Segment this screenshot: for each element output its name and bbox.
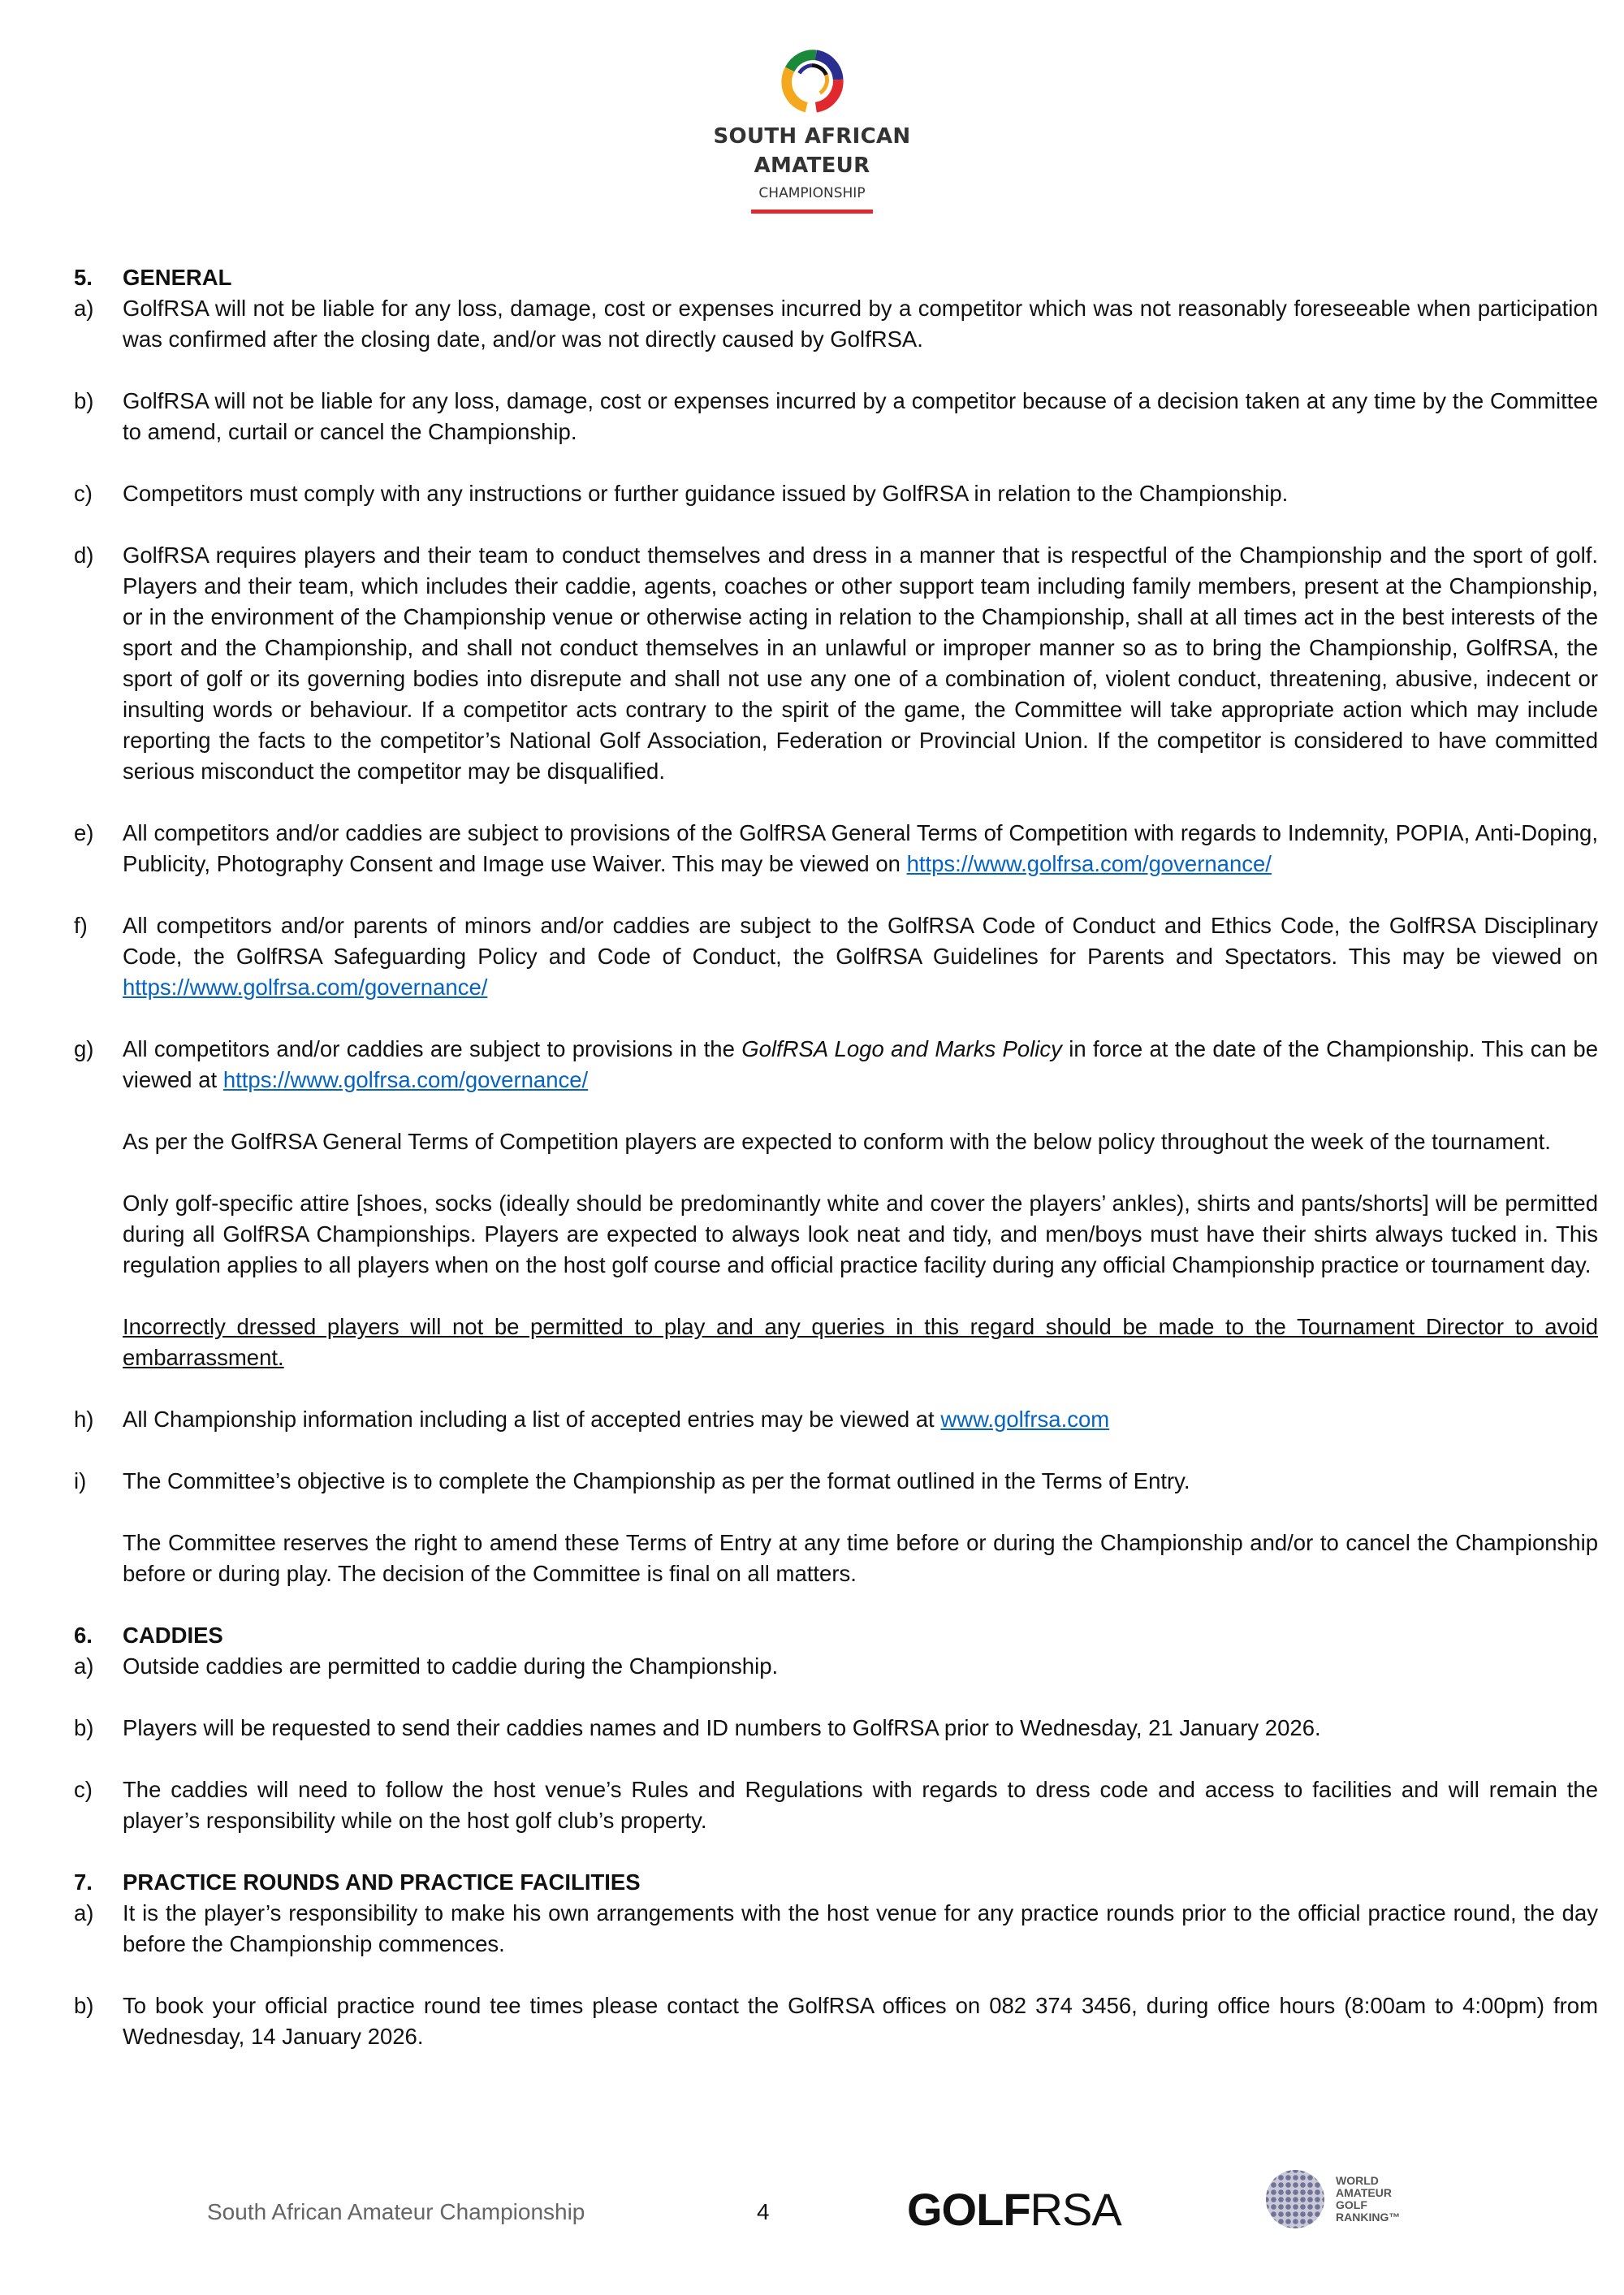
paragraph — [123, 1528, 1598, 1589]
paragraph — [123, 1898, 1598, 1960]
paragraph-text: The caddies will need to follow the host venue’s Rules and Regulations with regards to dress code and access to facilities and will remain the player’s responsibility while on the host golf club’s property. — [123, 1777, 1598, 1833]
item-body — [123, 386, 1598, 447]
list-item — [25, 1774, 1598, 1836]
section-heading — [74, 262, 1598, 293]
paragraph — [123, 386, 1598, 447]
item-label: e) — [74, 820, 94, 845]
golfrsa-logo — [907, 2183, 1121, 2236]
list-item — [25, 910, 1598, 1003]
wagr-logo — [1263, 2167, 1413, 2232]
paragraph-text: The Committee reserves the right to amend these Terms of Entry at any time before or during the Championship and/or to cancel the Championship before or during play. The decision of the Committee is final on all matters. — [123, 1530, 1598, 1586]
item-label: a) — [74, 296, 94, 321]
section-title: GENERAL — [123, 265, 232, 290]
item-label: b) — [74, 1715, 94, 1740]
golfrsa-logo-bold: GOLF — [907, 2184, 1030, 2235]
logo-title-line2: AMATEUR — [754, 153, 870, 178]
paragraph — [123, 1466, 1598, 1497]
paragraph — [123, 1651, 1598, 1682]
paragraph-text: in force at the date of the Championship. This can be viewed at — [123, 1036, 1599, 1092]
item-body — [123, 1898, 1598, 1960]
item-label: a) — [74, 1900, 94, 1925]
item-label: c) — [74, 481, 93, 506]
item-label: b) — [74, 388, 94, 413]
item-label: f) — [74, 913, 88, 938]
championship-ring-icon — [780, 49, 844, 114]
governance-link[interactable]: https://www.golfrsa.com/governance/ — [123, 975, 488, 1000]
dress-code-notice: Incorrectly dressed players will not be permitted to play and any queries in this regard should be made to the Tournament Director to avoid embarrassment. — [123, 1314, 1598, 1370]
section-title: PRACTICE ROUNDS AND PRACTICE FACILITIES — [123, 1869, 641, 1895]
section-number: 6. — [74, 1623, 93, 1648]
item-label: c) — [74, 1777, 93, 1802]
item-body — [123, 1466, 1598, 1589]
paragraph — [123, 1034, 1598, 1096]
item-label: g) — [74, 1036, 94, 1061]
paragraph-text: Only golf-specific attire [shoes, socks (ideally should be predominantly white and cover the players’ ankles), shirts and pants/shorts] will be permitted during all GolfRSA Championships. Players are expected to always look neat and tidy, and men/boys must have their shirts always tucked in. This regulation applies to all players when on the host golf course and official practice facility during any official Championship practice or tournament day. — [123, 1191, 1598, 1277]
list-item — [25, 1466, 1598, 1589]
golf-ball-icon — [1263, 2167, 1328, 2232]
item-body — [123, 540, 1598, 787]
item-body — [123, 1034, 1598, 1373]
paragraph — [123, 540, 1598, 787]
list-item — [25, 540, 1598, 787]
paragraph — [123, 910, 1598, 1003]
list-item — [25, 293, 1598, 355]
list-item — [25, 1713, 1598, 1744]
paragraph — [123, 1312, 1598, 1373]
paragraph-text: Competitors must comply with any instructions or further guidance issued by GolfRSA in relation to the Championship. — [123, 481, 1289, 506]
item-body — [123, 1404, 1598, 1435]
paragraph — [123, 478, 1598, 509]
logo-subtitle: CHAMPIONSHIP — [758, 185, 866, 201]
championship-logo — [690, 41, 934, 214]
paragraph-text: All competitors and/or caddies are subject to provisions of the GolfRSA General Terms of Competition with regards to Indemnity, POPIA, Anti-Doping, Publicity, Photography Consent and Image use Waiver. This may be viewed on — [123, 820, 1598, 876]
page-number: 4 — [757, 2199, 770, 2224]
item-label: d) — [74, 542, 94, 568]
item-label: a) — [74, 1653, 94, 1679]
paragraph — [123, 1713, 1598, 1744]
list-item — [25, 1990, 1598, 2052]
section-title: CADDIES — [123, 1623, 223, 1648]
list-item — [25, 1034, 1598, 1373]
paragraph — [123, 1990, 1598, 2052]
item-body — [123, 1651, 1598, 1682]
list-item — [25, 386, 1598, 447]
section-number: 7. — [74, 1869, 93, 1895]
section-heading — [74, 1867, 1598, 1898]
paragraph-text: All competitors and/or caddies are subject to provisions in the — [123, 1036, 742, 1061]
governance-link[interactable]: https://www.golfrsa.com/governance/ — [222, 1067, 589, 1092]
wagr-logo-text: WORLD AMATEUR GOLF RANKING™ — [1336, 2174, 1401, 2224]
item-label: i) — [74, 1468, 87, 1493]
item-body — [123, 1990, 1598, 2052]
item-label: h) — [74, 1407, 94, 1432]
paragraph-text: Players will be requested to send their caddies names and ID numbers to GolfRSA prior to Wednesday, 21 January 2026. — [123, 1715, 1321, 1740]
item-label: b) — [74, 1993, 94, 2018]
paragraph — [123, 293, 1598, 355]
paragraph-text: Outside caddies are permitted to caddie during the Championship. — [123, 1653, 779, 1679]
governance-link[interactable]: www.golfrsa.com — [940, 1407, 1110, 1432]
paragraph-text: GolfRSA will not be liable for any loss, damage, cost or expenses incurred by a competitor because of a decision taken at any time by the Committee to amend, curtail or cancel the Championship. — [123, 388, 1598, 444]
paragraph-text: The Committee’s objective is to complete the Championship as per the format outlined in the Terms of Entry. — [123, 1468, 1190, 1493]
item-body — [123, 478, 1598, 509]
paragraph — [123, 1404, 1598, 1435]
footer-document-title: South African Amateur Championship — [207, 2199, 585, 2224]
list-item — [25, 478, 1598, 509]
item-body — [123, 1713, 1598, 1744]
list-item — [25, 1651, 1598, 1682]
paragraph — [123, 1188, 1598, 1281]
section-number: 5. — [74, 265, 93, 290]
paragraph — [123, 1126, 1598, 1157]
section-heading — [74, 1620, 1598, 1651]
paragraph-text: As per the GolfRSA General Terms of Competition players are expected to conform with the below policy throughout the week of the tournament. — [123, 1129, 1551, 1154]
policy-name: GolfRSA Logo and Marks Policy — [741, 1036, 1062, 1061]
item-body — [123, 1774, 1598, 1836]
document-body — [74, 262, 1598, 2083]
paragraph-text: All competitors and/or parents of minors and/or caddies are subject to the GolfRSA Code of Conduct and Ethics Code, the GolfRSA Disciplinary Code, the GolfRSA Safeguarding Policy and Code of Conduct, the GolfRSA Guidelines for Parents and Spectators. This may be viewed on — [123, 913, 1598, 969]
item-body — [123, 910, 1598, 1003]
paragraph-text: GolfRSA will not be liable for any loss, damage, cost or expenses incurred by a competitor which was not reasonably foreseeable when participation was confirmed after the closing date, and/or was not directly caused by GolfRSA. — [123, 296, 1598, 352]
paragraph-text: All Championship information including a list of accepted entries may be viewed at — [123, 1407, 941, 1432]
paragraph-text: To book your official practice round tee times please contact the GolfRSA offices on 082 374 3456, during office hours (8:00am to 4:00pm) from Wednesday, 14 January 2026. — [123, 1993, 1598, 2049]
list-item — [25, 1898, 1598, 1960]
item-body — [123, 293, 1598, 355]
paragraph — [123, 818, 1598, 880]
logo-underline — [751, 210, 873, 214]
paragraph — [123, 1774, 1598, 1836]
item-body — [123, 818, 1598, 880]
paragraph-text: It is the player’s responsibility to make his own arrangements with the host venue for any practice rounds prior to the official practice round, the day before the Championship commences. — [123, 1900, 1598, 1956]
logo-title-line1: SOUTH AFRICAN — [713, 124, 911, 149]
list-item — [25, 818, 1598, 880]
list-item — [25, 1404, 1598, 1435]
governance-link[interactable]: https://www.golfrsa.com/governance/ — [906, 851, 1272, 876]
paragraph-text: GolfRSA requires players and their team to conduct themselves and dress in a manner that is respectful of the Championship and the sport of golf. Players and their team, which includes their caddie, agents, coaches or other support team including family members, present at the Championship, or in the environment of the Championship venue or otherwise acting in relation to the Championship, shall at all times act in the best interests of the sport and the Championship, and shall not conduct themselves in an unlawful or improper manner so as to bring the Championship, GolfRSA, the sport of golf or its governing bodies into disrepute and shall not use any one of a combination of, violent conduct, threatening, abusive, indecent or insulting words or behaviour. If a competitor acts contrary to the spirit of the game, the Committee will take appropriate action which may include reporting the facts to the competitor’s National Golf Association, Federation or Provincial Union. If the competitor is considered to have committed serious misconduct the competitor may be disqualified. — [123, 542, 1598, 784]
golfrsa-logo-light: RSA — [1030, 2184, 1121, 2235]
